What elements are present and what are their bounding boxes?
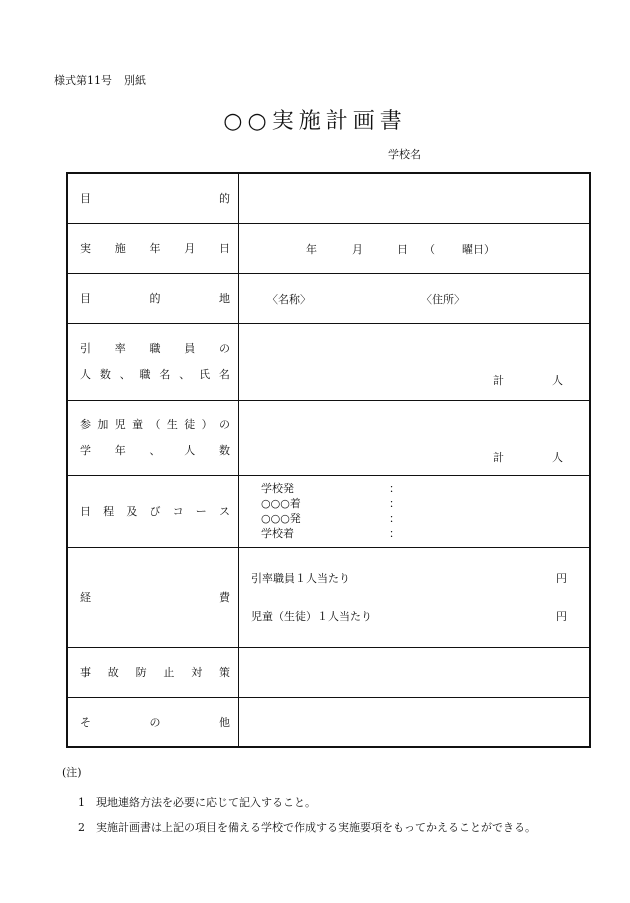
row-cost <box>67 547 590 647</box>
value-cost[interactable] <box>239 547 591 647</box>
row-date <box>67 223 590 273</box>
month-unit: 月 <box>352 243 363 256</box>
label-destination: 目 的 地 <box>67 273 239 323</box>
value-staff[interactable] <box>239 323 591 400</box>
value-date[interactable] <box>239 223 591 273</box>
destination-name-label: 〈名称〉 <box>267 293 311 306</box>
row-schedule <box>67 475 590 547</box>
form-number: 様式第11号 別紙 <box>54 74 146 87</box>
label-staff: 引 率 職 員 の 人 数 、 職 名 、 氏 名 <box>67 323 239 400</box>
school-name-label: 学校名 <box>388 148 421 161</box>
schedule-item: ○○○着 ： <box>261 497 400 510</box>
row-purpose <box>67 173 590 223</box>
value-destination[interactable] <box>239 273 591 323</box>
schedule-item: 学校着 ： <box>261 527 400 540</box>
label-other: そ の 他 <box>67 697 239 747</box>
value-schedule[interactable] <box>239 475 591 547</box>
document-title: ○○実施計画書 <box>223 109 407 134</box>
weekday-unit: 曜日） <box>462 243 495 256</box>
year-unit: 年 <box>306 243 317 256</box>
label-schedule: 日 程 及 び コ ー ス <box>67 475 239 547</box>
label-accident: 事 故 防 止 対 策 <box>67 647 239 697</box>
value-participants[interactable] <box>239 400 591 475</box>
value-other[interactable] <box>239 697 591 747</box>
label-participants: 参 加 児 童 （ 生 徒 ） の 学 年 、 人 数 <box>67 400 239 475</box>
note-item: 1 現地連絡方法を必要に応じて記入すること。 <box>78 796 316 809</box>
label-date: 実 施 年 月 日 <box>67 223 239 273</box>
attachment-label: 別紙 <box>124 74 146 87</box>
cost-child: 児童（生徒）１人当たり 円 <box>251 610 567 623</box>
staff-total: 計 人 <box>493 373 563 387</box>
row-other <box>67 697 590 747</box>
schedule-item: ○○○発 ： <box>261 512 400 525</box>
schedule-item: 学校発 ： <box>261 482 400 495</box>
value-purpose[interactable] <box>239 173 591 223</box>
note-item: 2 実施計画書は上記の項目を備える学校で作成する実施要項をもってかえることができる。 <box>78 821 536 834</box>
row-participants <box>67 400 590 475</box>
label-purpose: 目 的 <box>67 173 239 223</box>
row-accident <box>67 647 590 697</box>
cost-staff: 引率職員１人当たり 円 <box>251 572 567 585</box>
value-accident[interactable] <box>239 647 591 697</box>
notes-heading: (注) <box>62 766 82 779</box>
plan-table <box>66 172 591 748</box>
weekday-open: （ <box>424 243 435 256</box>
destination-address-label: 〈住所〉 <box>421 293 465 306</box>
row-staff <box>67 323 590 400</box>
label-cost: 経 費 <box>67 547 239 647</box>
participants-total: 計 人 <box>493 450 563 464</box>
row-destination <box>67 273 590 323</box>
day-unit: 日 <box>397 243 408 256</box>
